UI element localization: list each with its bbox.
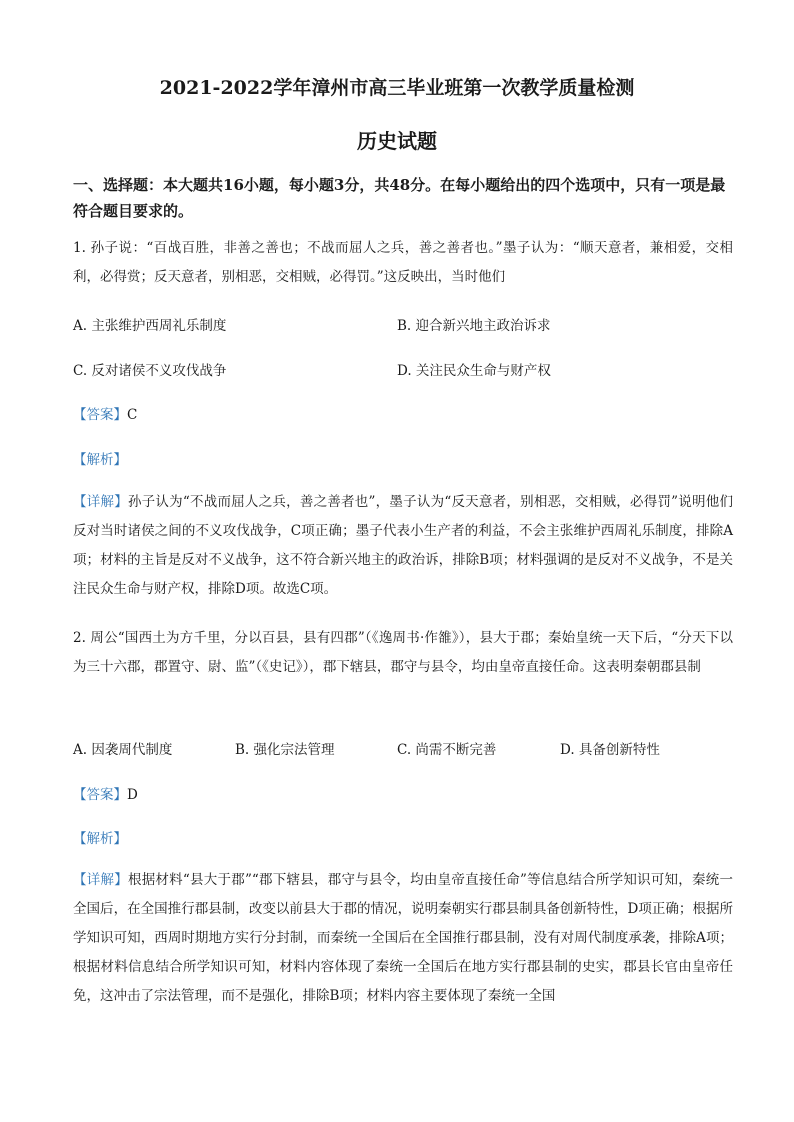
question-1-option-b: B. 迎合新兴地主政治诉求 xyxy=(397,318,551,334)
question-2-stem: 2. 周公“国西土为方千里，分以百县，县有四郡”（《逸周书·作雒》），县大于郡；秦始皇统一天下后，“分天下以为三十六郡，郡置守、尉、监”（《史记》），郡下辖县，郡守与县令，均由皇帝直接任命。这表明秦朝郡县制 xyxy=(73,630,733,675)
answer-value: D xyxy=(127,787,138,803)
question-2-detail xyxy=(73,866,733,1011)
question-2-option-b: B. 强化宗法管理 xyxy=(235,742,335,758)
section-heading: 一、选择题：本大题共16小题，每小题3分，共48分。在每小题给出的四个选项中，只有一项是最符合题目要求的。 xyxy=(73,176,726,220)
question-1-detail xyxy=(73,488,733,604)
question-1-analysis xyxy=(73,448,127,468)
question-2-option-a: A. 因袭周代制度 xyxy=(73,742,173,758)
detail-tag: 【详解】 xyxy=(73,494,128,510)
answer-value: C xyxy=(127,407,138,423)
detail-text: 孙子认为“不战而屈人之兵，善之善者也”，墨子认为“反天意者，别相恶，交相贼，必得罚”说明他们反对当时诸侯之间的不义攻伐战争，C项正确；墨子代表小生产者的利益，不会主张维护西周礼乐制度，排除A项；材料的主旨是反对不义战争，这不符合新兴地主的政治诉，排除B项；材料强调的是反对不义战争，不是关注民众生命与财产权，排除D项。故选C项。 xyxy=(73,494,734,597)
detail-text: 根据材料“县大于郡”“郡下辖县，郡守与县令，均由皇帝直接任命”等信息结合所学知识可知，秦统一全国后，在全国推行郡县制，改变以前县大于郡的情况，说明秦朝实行郡县制具备创新特性，D项正确；根据所学知识可知，西周时期地方实行分封制，而秦统一全国后在全国推行郡县制，没有对周代制度承袭，排除A项；根据材料信息结合所学知识可知，材料内容体现了秦统一全国后在地方实行郡县制的史实，郡县长官由皇帝任免，这冲击了宗法管理，而不是强化，排除B项；材料内容主要体现了秦统一全国 xyxy=(73,872,733,1004)
question-2-option-d: D. 具备创新特性 xyxy=(560,742,660,758)
question-1-option-a: A. 主张维护西周礼乐制度 xyxy=(73,318,227,334)
question-2-analysis xyxy=(73,827,127,847)
question-2-option-c: C. 尚需不断完善 xyxy=(397,742,497,758)
analysis-tag: 【解析】 xyxy=(73,831,127,847)
question-1-option-c: C. 反对诸侯不义攻伐战争 xyxy=(73,363,227,379)
question-1-stem: 1. 孙子说：“百战百胜，非善之善也；不战而屈人之兵，善之善者也。”墨子认为：“顺天意者，兼相爱，交相利，必得赏；反天意者，别相恶，交相贼，必得罚。”这反映出，当时他们 xyxy=(73,240,733,285)
analysis-tag: 【解析】 xyxy=(73,452,127,468)
answer-tag: 【答案】 xyxy=(73,787,127,803)
subject-title: 历史试题 xyxy=(357,129,437,153)
question-1-answer xyxy=(73,403,137,423)
answer-tag: 【答案】 xyxy=(73,407,127,423)
document-title: 2021-2022学年漳州市高三毕业班第一次教学质量检测 xyxy=(159,77,635,99)
detail-tag: 【详解】 xyxy=(73,872,128,888)
question-2-answer xyxy=(73,783,138,803)
question-1-option-d: D. 关注民众生命与财产权 xyxy=(397,363,551,379)
